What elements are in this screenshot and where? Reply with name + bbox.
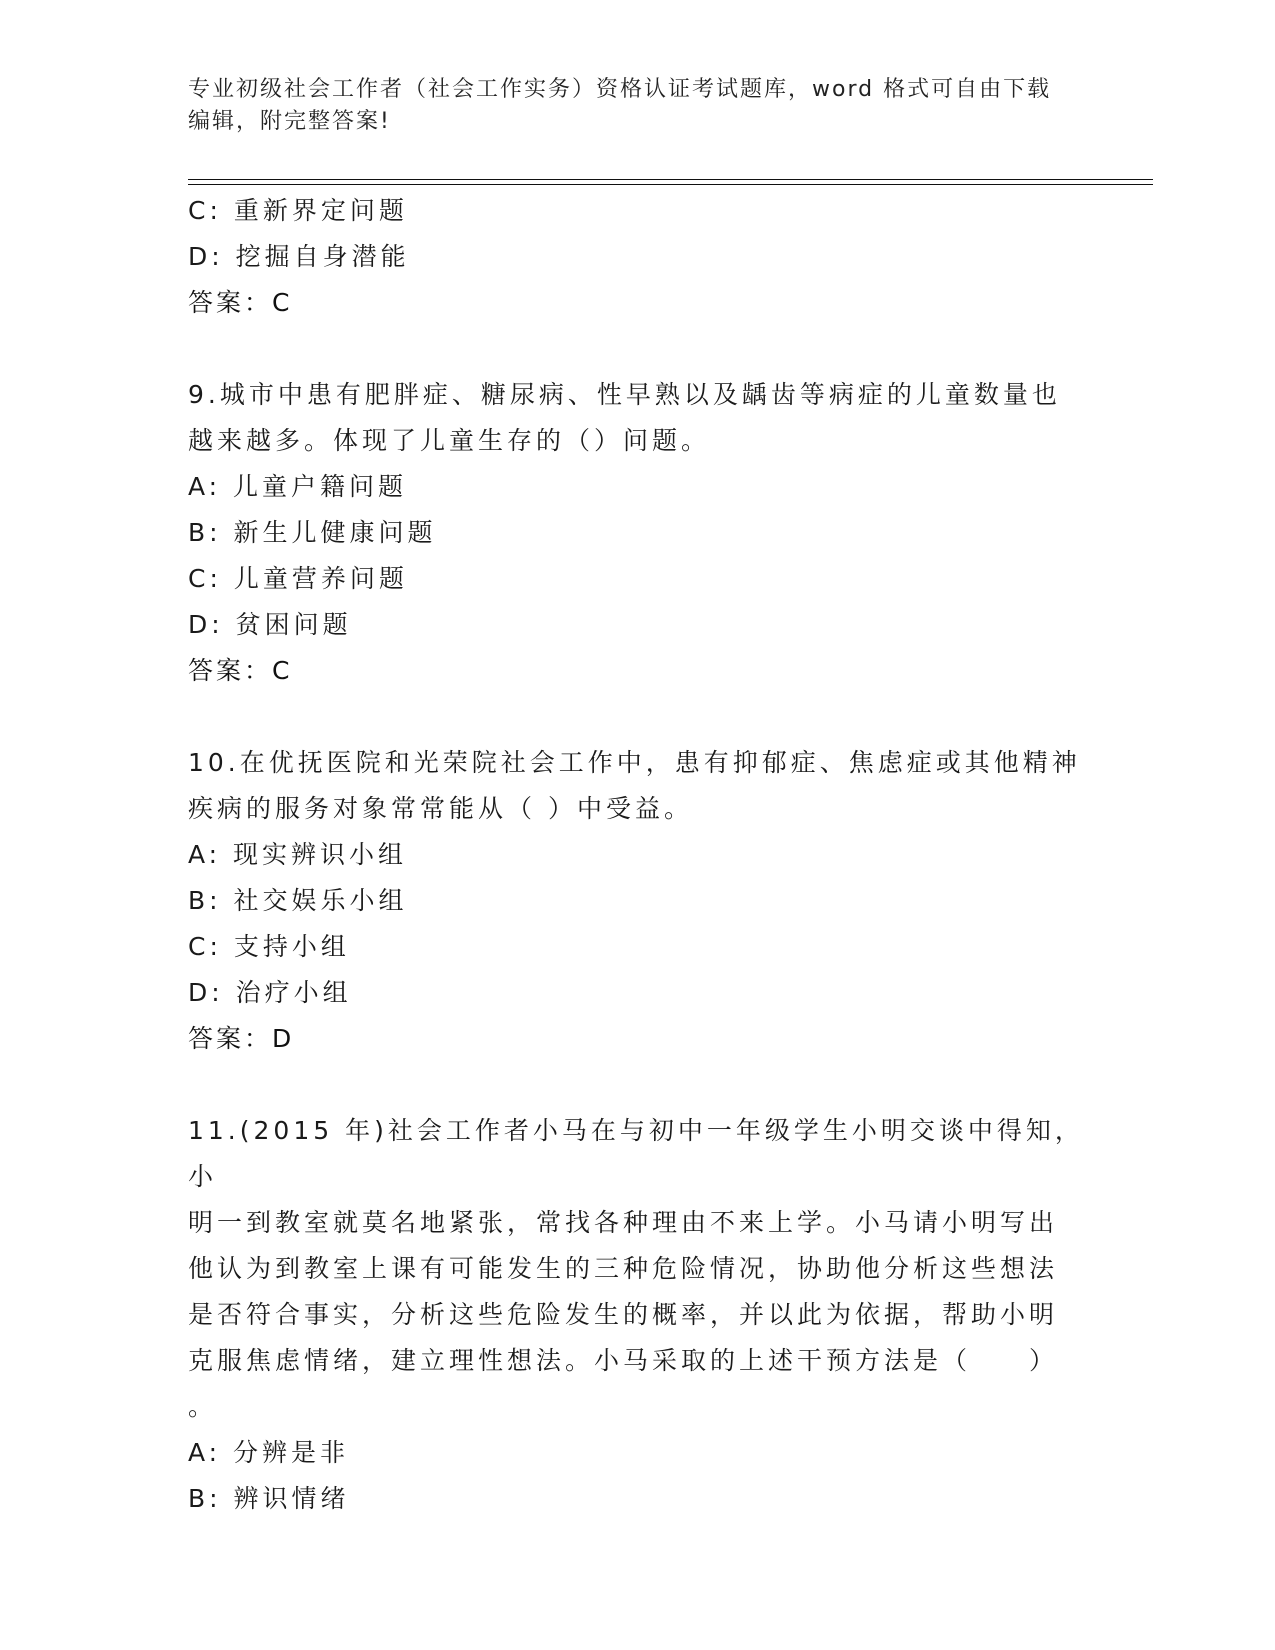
question-9 xyxy=(188,372,1088,694)
question-stem-line: 疾病的服务对象常常能从（ ）中受益。 xyxy=(188,794,693,823)
question-stem-line: 克服焦虑情绪，建立理性想法。小马采取的上述干预方法是（ ） xyxy=(188,1346,1059,1375)
answer-label: 答案：C xyxy=(188,288,293,317)
question-10 xyxy=(188,740,1088,1062)
header-line-2: 编辑，附完整答案! xyxy=(188,109,391,134)
question-stem-line: 他认为到教室上课有可能发生的三种危险情况，协助他分析这些想法 xyxy=(188,1254,1059,1283)
question-stem-line: 明一到教室就莫名地紧张，常找各种理由不来上学。小马请小明写出 xyxy=(188,1208,1059,1237)
question-stem-line: 越来越多。体现了儿童生存的（）问题。 xyxy=(188,426,711,455)
question-content xyxy=(188,188,1088,1522)
option-d: D: 贫困问题 xyxy=(188,610,352,639)
header-divider-top xyxy=(188,179,1153,180)
option-a: A: 现实辨识小组 xyxy=(188,840,408,869)
option-c: C: 支持小组 xyxy=(188,932,350,961)
answer-label: 答案：D xyxy=(188,1024,295,1053)
spacer xyxy=(188,1062,1088,1108)
document-header xyxy=(188,74,1068,138)
option-d: D: 挖掘自身潜能 xyxy=(188,242,410,271)
header-line-1: 专业初级社会工作者（社会工作实务）资格认证考试题库，word 格式可自由下载 xyxy=(188,77,1052,102)
option-a: A: 儿童户籍问题 xyxy=(188,472,408,501)
question-8 xyxy=(188,188,1088,326)
question-stem-line: 。 xyxy=(188,1392,218,1421)
question-11 xyxy=(188,1108,1088,1522)
option-a: A: 分辨是非 xyxy=(188,1438,350,1467)
question-stem-line: 10.在优抚医院和光荣院社会工作中，患有抑郁症、焦虑症或其他精神 xyxy=(188,748,1081,777)
option-c: C: 儿童营养问题 xyxy=(188,564,408,593)
spacer xyxy=(188,694,1088,740)
option-b: B: 辨识情绪 xyxy=(188,1484,350,1513)
option-c: C: 重新界定问题 xyxy=(188,196,408,225)
answer-label: 答案：C xyxy=(188,656,293,685)
header-divider-bottom xyxy=(188,184,1153,185)
question-stem-line: 是否符合事实，分析这些危险发生的概率，并以此为依据，帮助小明 xyxy=(188,1300,1059,1329)
option-b: B: 新生儿健康问题 xyxy=(188,518,437,547)
spacer xyxy=(188,326,1088,372)
question-stem-line: 11.(2015 年)社会工作者小马在与初中一年级学生小明交谈中得知，小 xyxy=(188,1116,1084,1191)
option-b: B: 社交娱乐小组 xyxy=(188,886,408,915)
question-stem-line: 9.城市中患有肥胖症、糖尿病、性早熟以及龋齿等病症的儿童数量也 xyxy=(188,380,1061,409)
option-d: D: 治疗小组 xyxy=(188,978,352,1007)
